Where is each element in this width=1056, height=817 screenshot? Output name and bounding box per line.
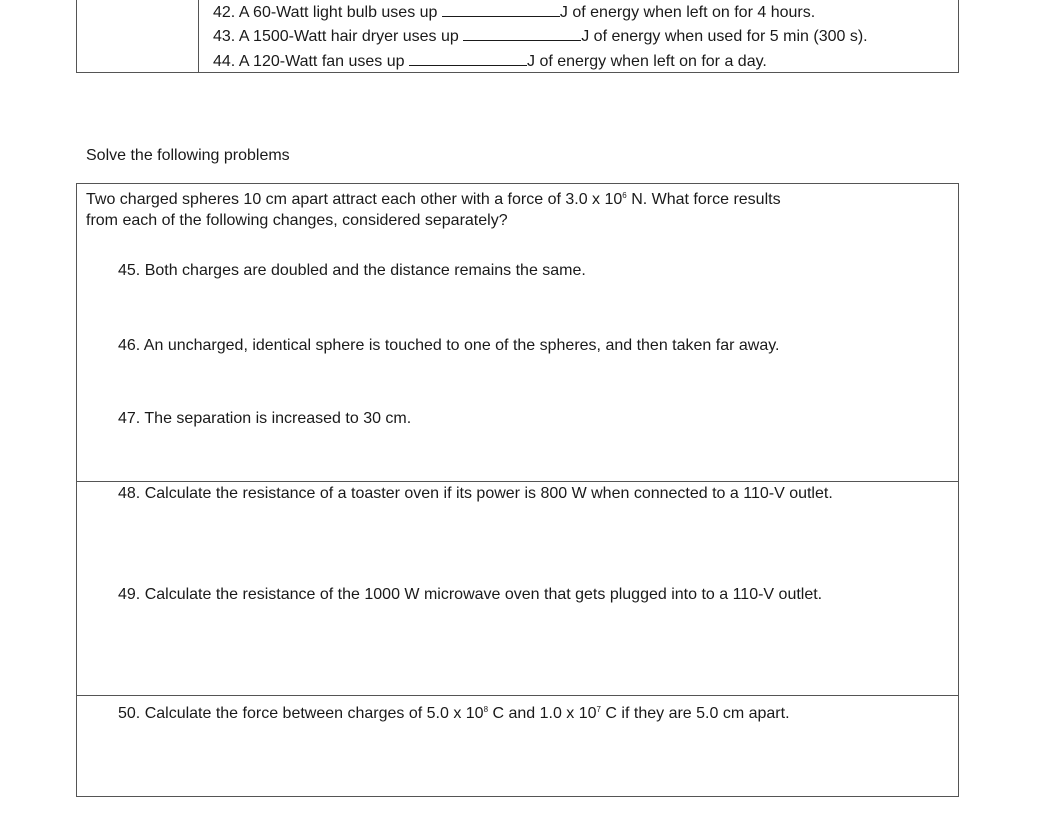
question-49: 49. Calculate the resistance of the 1000 W microwave oven that gets plugged into to a 110-V outlet. [118, 586, 823, 603]
energy-item-44: 44. A 120-Watt fan uses up J of energy when left on for a day. [213, 53, 767, 70]
question-47: 47. The separation is increased to 30 cm. [118, 410, 412, 427]
question-45: 45. Both charges are doubled and the distance remains the same. [118, 262, 586, 279]
energy-item-43: 43. A 1500-Watt hair dryer uses up J of energy when used for 5 min (300 s). [213, 28, 868, 45]
question-50: 50. Calculate the force between charges of 5.0 x $10^8$ C and 1.0 x $10^7$ C if they are 5.0 cm apart. [118, 705, 790, 722]
section-heading: Solve the following problems [86, 147, 290, 164]
q50-exponent-1: 8 [483, 705, 489, 714]
intro-line-2: from each of the following changes, considered separately? [86, 212, 508, 229]
energy-table-divider [198, 0, 199, 72]
question-48: 48. Calculate the resistance of a toaster oven if its power is 800 W when connected to a 110-V outlet. [118, 485, 833, 502]
answer-blank-43[interactable] [463, 26, 581, 41]
divider-after-47 [76, 481, 959, 482]
q50-exponent-2: 7 [596, 705, 601, 714]
answer-blank-44[interactable] [409, 51, 527, 66]
intro-exponent: 6 [622, 191, 627, 200]
answer-blank-42[interactable] [442, 2, 560, 17]
intro-line-1: Two charged spheres 10 cm apart attract each other with a force of 3.0 x $10^6$ N. What force results [86, 191, 781, 208]
divider-after-49 [76, 695, 959, 696]
energy-item-42: 42. A 60-Watt light bulb uses up J of energy when left on for 4 hours. [213, 4, 816, 21]
question-46: 46. An uncharged, identical sphere is touched to one of the spheres, and then taken far away. [118, 337, 780, 354]
